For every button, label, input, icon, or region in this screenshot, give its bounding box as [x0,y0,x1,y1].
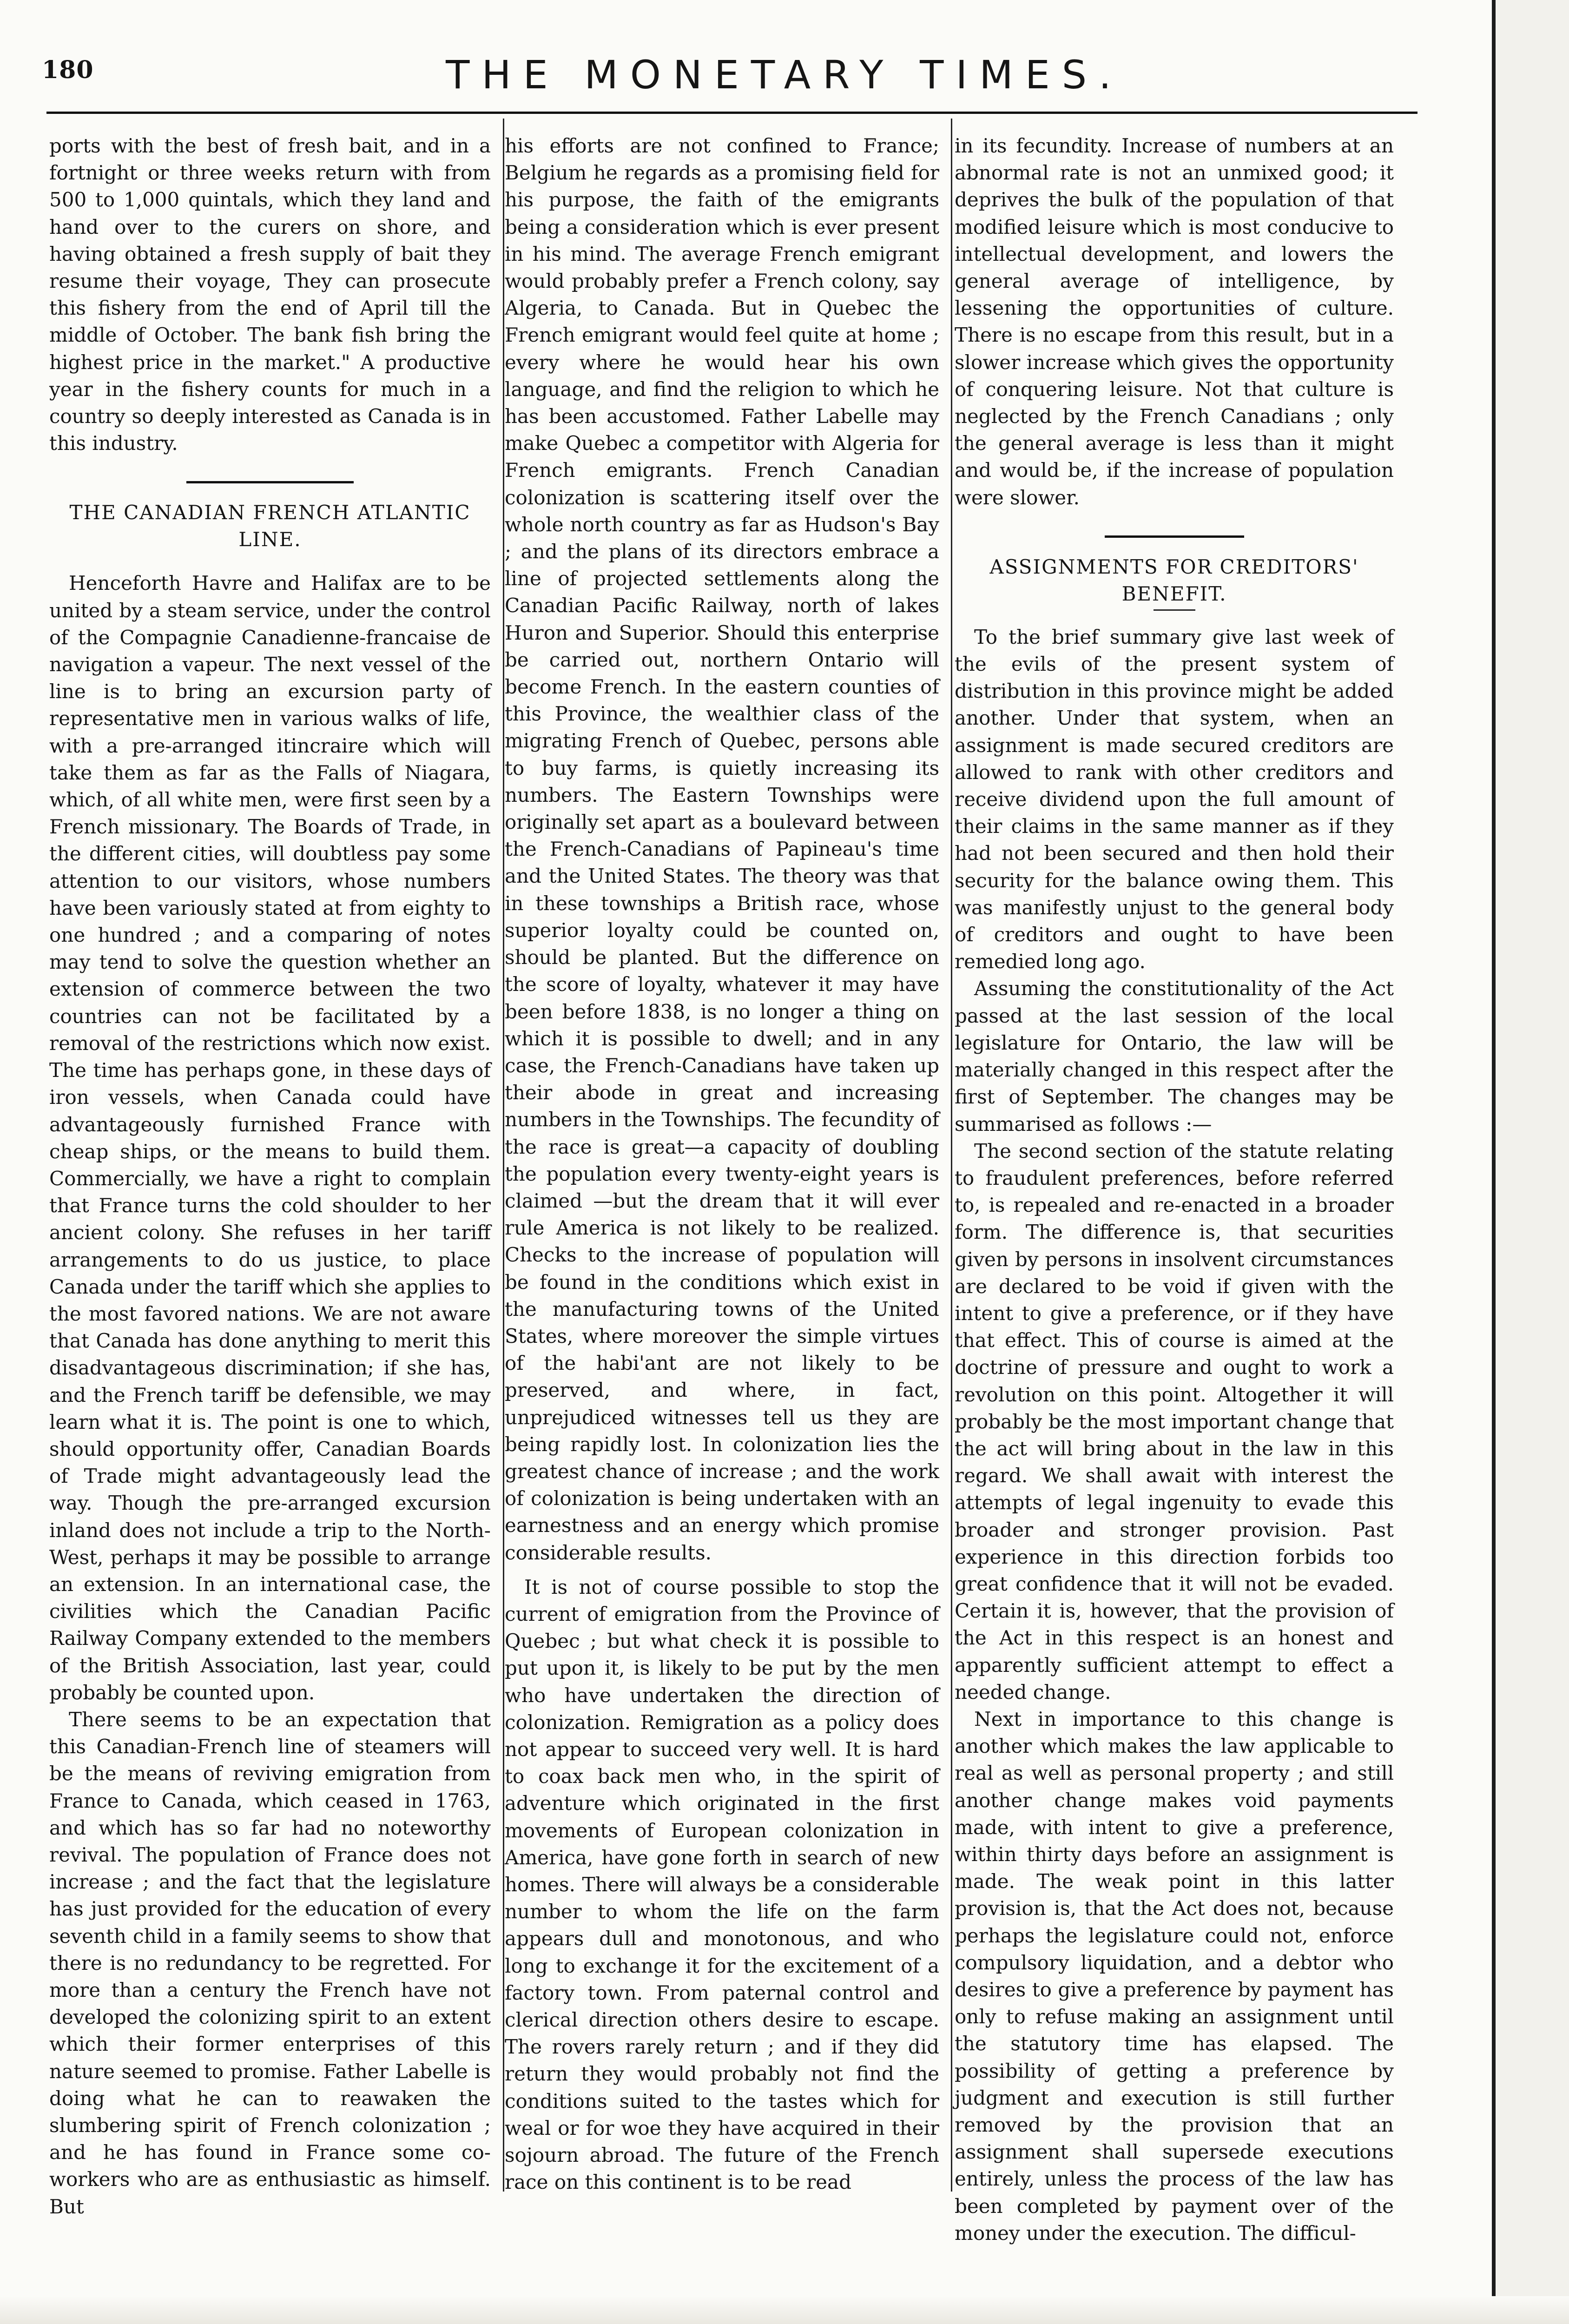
column-rule-1 [503,119,504,2192]
heading-underline [1154,609,1195,611]
paragraph-brief-summary: To the brief summary give last week of the evils of the present system of distribution in this province might be added another. Under that system, when an assignment is made secured creditors are allowed to rank with other creditors and receive dividend upon the full amount of their claims in the same manner as if they had not been secured and then hold their security for the balance owing them. This was manifestly unjust to the general body of creditors and ought to have been remedied long ago. [955,625,1394,973]
paragraph-current-of-emigration: It is not of course possible to stop the current of emigration from the Province of Quebec ; but what check it is possible to put upon it, is likely to be put by the men who have undertaken the direction of colonization. Remigration as a policy does not appear to succeed very well. It is hard to coax back men who, in the spirit of adventure which originated in the first movements of European colonization in America, have gone forth in search of new homes. There will always be a considerable number to whom the life on the farm appears dull and monotonous, and who long to exchange it for the excitement of a factory town. From paternal control and clerical direction others desire to escape. The rovers rarely return ; and if they did return they would probably not find the conditions suited to the tastes which for weal or for woe they have acquired in their sojourn abroad. The future of the French race on this continent is to be read [505,1575,939,2194]
column-1 [49,132,491,2220]
section-separator [1105,535,1244,538]
page-bottom-edge [0,2296,1569,2324]
paragraph-next-in-importance: Next in importance to this change is another which makes the law applicable to real as well as personal property ; and still another change makes void payments made, with intent to give a preference, within thirty days before an assignment is made. The weak point in this latter provision is, that the Act does not, because perhaps the legislature could not, enforce compulsory liquidation, and a debtor who desires to give a preference by payment has only to refuse making an assignment until the statutory time has elapsed. The possibility of getting a preference by judgment and execution is still further removed by the provision that an assignment shall supersede executions entirely, unless the process of the law has been completed by payment over of the money under the execution. The difficul- [955,1707,1394,2245]
page-edge-shade [1496,0,1569,2324]
page-edge-line [1492,0,1496,2324]
column-rule-2 [951,119,952,2192]
paragraph-havre-halifax: Henceforth Havre and Halifax are to be united by a steam service, under the control of the Compagnie Canadienne-francaise de navigation a vapeur. The next vessel of the line is to bring an excursion party of representative men in various walks of life, with a pre-arranged itincraire which will take them as far as the Falls of Niagara, which, of all white men, were first seen by a French missionary. The Boards of Trade, in the different cities, will doubtless pay some attention to our visitors, whose numbers have been variously stated at from eighty to one hundred ; and a comparing of notes may tend to solve the question whether an extension of commerce between the two countries can not be facilitated by a removal of the restrictions which now exist. The time has perhaps gone, in these days of iron vessels, when Canada could have advantageously furnished France with cheap ships, or the means to build them. Commercially, we have a right to complain that France turns the cold shoulder to her ancient colony. She refuses in her tariff arrangements to do us justice, to place Canada under the tariff which she applies to the most favored nations. We are not aware that Canada has done anything to merit this disadvantageous discrimination; if she has, and the French tariff be defensible, we may learn what it is. The point is one to which, should opportunity offer, Canadian Boards of Trade might advantageously lead the way. Though the pre-arranged excursion inland does not include a trip to the North-West, perhaps it may be possible to arrange an extension. In an international case, the civilities which the Canadian Pacific Railway Company extended to the members of the British Association, last year, could probably be counted upon. [49,572,491,1704]
column-2 [505,132,939,2196]
paragraph-fishery-end: ports with the best of fresh bait, and in a fortnight or three weeks return with from 500 to 1,000 quintals, which they land and hand over to the curers on shore, and having obtained a fresh supply of bait they resume their voyage, They can prosecute this fishery from the end of April till the middle of October. The bank fish bring the highest price in the market." A productive year in the fishery counts for much in a country so deeply interested as Canada is in this industry. [49,134,491,455]
heading-assignments: ASSIGNMENTS FOR CREDITORS' BENEFIT. [989,555,1359,605]
page-number: 180 [42,56,94,84]
masthead-title: THE MONETARY TIMES. [446,52,1123,98]
paragraph-fecundity: in its fecundity. Increase of numbers at an abnormal rate is not an unmixed good; it deprives the bulk of the population of that modified leisure which is most conducive to intellectual development, and lowers the general average of intelligence, by lessening the opportunities of culture. There is no escape from this result, but in a slower increase which gives the opportunity of conquering leisure. Not that culture is neglected by the French Canadians ; only the general average is less than it might and would be, if the increase of population were slower. [955,134,1394,509]
section-separator [186,481,354,483]
paragraph-labelle-efforts: his efforts are not confined to France; Belgium he regards as a promising field for his purpose, the faith of the emigrants being a consideration which is ever present in his mind. The average French emigrant would probably prefer a French colony, say Algeria, to Canada. But in Quebec the French emigrant would feel quite at home ; every where he would hear his own language, and find the religion to which he has been accustomed. Father Labelle may make Quebec a competitor with Algeria for French emigrants. French Canadian colonization is scattering itself over the whole north country as far as Hudson's Bay ; and the plans of its directors embrace a line of projected settlements along the Canadian Pacific Railway, north of lakes Huron and Superior. Should this enterprise be carried out, northern Ontario will become French. In the eastern counties of this Province, the wealthier class of the migrating French of Quebec, persons able to buy farms, is quietly increasing its numbers. The Eastern Townships were originally set apart as a boulevard between the French-Canadians of Papineau's time and the United States. The theory was that in these townships a British race, whose superior loyalty could be counted on, should be planted. But the difference on the score of loyalty, whatever it may have been before 1838, is no longer a thing on which it is possible to dwell; and in any case, the French-Canadians have taken up their abode in great and increasing numbers in the Townships. The fecundity of the race is great—a capacity of doubling the population every twenty-eight years is claimed —but the dream that it will ever rule America is not likely to be realized. Checks to the increase of population will be found in the conditions which exist in the manufacturing towns of the United States, where moreover the simple virtues of the habi'ant are not likely to be preserved, and where, in fact, unprejudiced witnesses tell us they are being rapidly lost. In colonization lies the greatest chance of increase ; and the work of colonization is being undertaken with an earnestness and an energy which promise considerable results. [505,134,939,1564]
paragraph-emigration-expectation: There seems to be an expectation that this Canadian-French line of steamers will be the means of reviving emigration from France to Canada, which ceased in 1763, and which has so far had no noteworthy revival. The population of France does not increase ; and the fact that the legislature has just provided for the education of every seventh child in a family seems to show that there is no redundancy to be regretted. For more than a century the French have not developed the colonizing spirit to an extent which their former enterprises of this nature seemed to promise. Father Labelle is doing what he can to reawaken the slumbering spirit of French colonization ; and he has found in France some co-workers who are as enthusiastic as himself. But [49,1708,491,2218]
paragraph-constitutionality: Assuming the constitutionality of the Act passed at the last session of the local legislature for Ontario, the law will be materially changed in this respect after the first of September. The changes may be summarised as follows :— [955,977,1394,1136]
heading-atlantic-line: THE CANADIAN FRENCH ATLANTIC LINE. [69,501,471,551]
header-rule [46,112,1417,114]
column-3 [955,132,1394,2247]
paragraph-second-section: The second section of the statute relating to fraudulent preferences, before referred to, is repealed and re-enacted in a broader form. The difference is, that securities given by persons in insolvent circumstances are declared to be void if given with the intent to give a preference, or if they have that effect. This of course is aimed at the doctrine of pressure and ought to work a revolution on this point. Altogether it will probably be the most important change that the act will bring about in the law in this regard. We shall await with interest the attempts of legal ingenuity to evade this broader and stronger provision. Past experience in this direction forbids too great confidence that it will not be evaded. Certain it is, however, that the provision of the Act in this respect is an honest and apparently sufficient attempt to effect a needed change. [955,1139,1394,1703]
